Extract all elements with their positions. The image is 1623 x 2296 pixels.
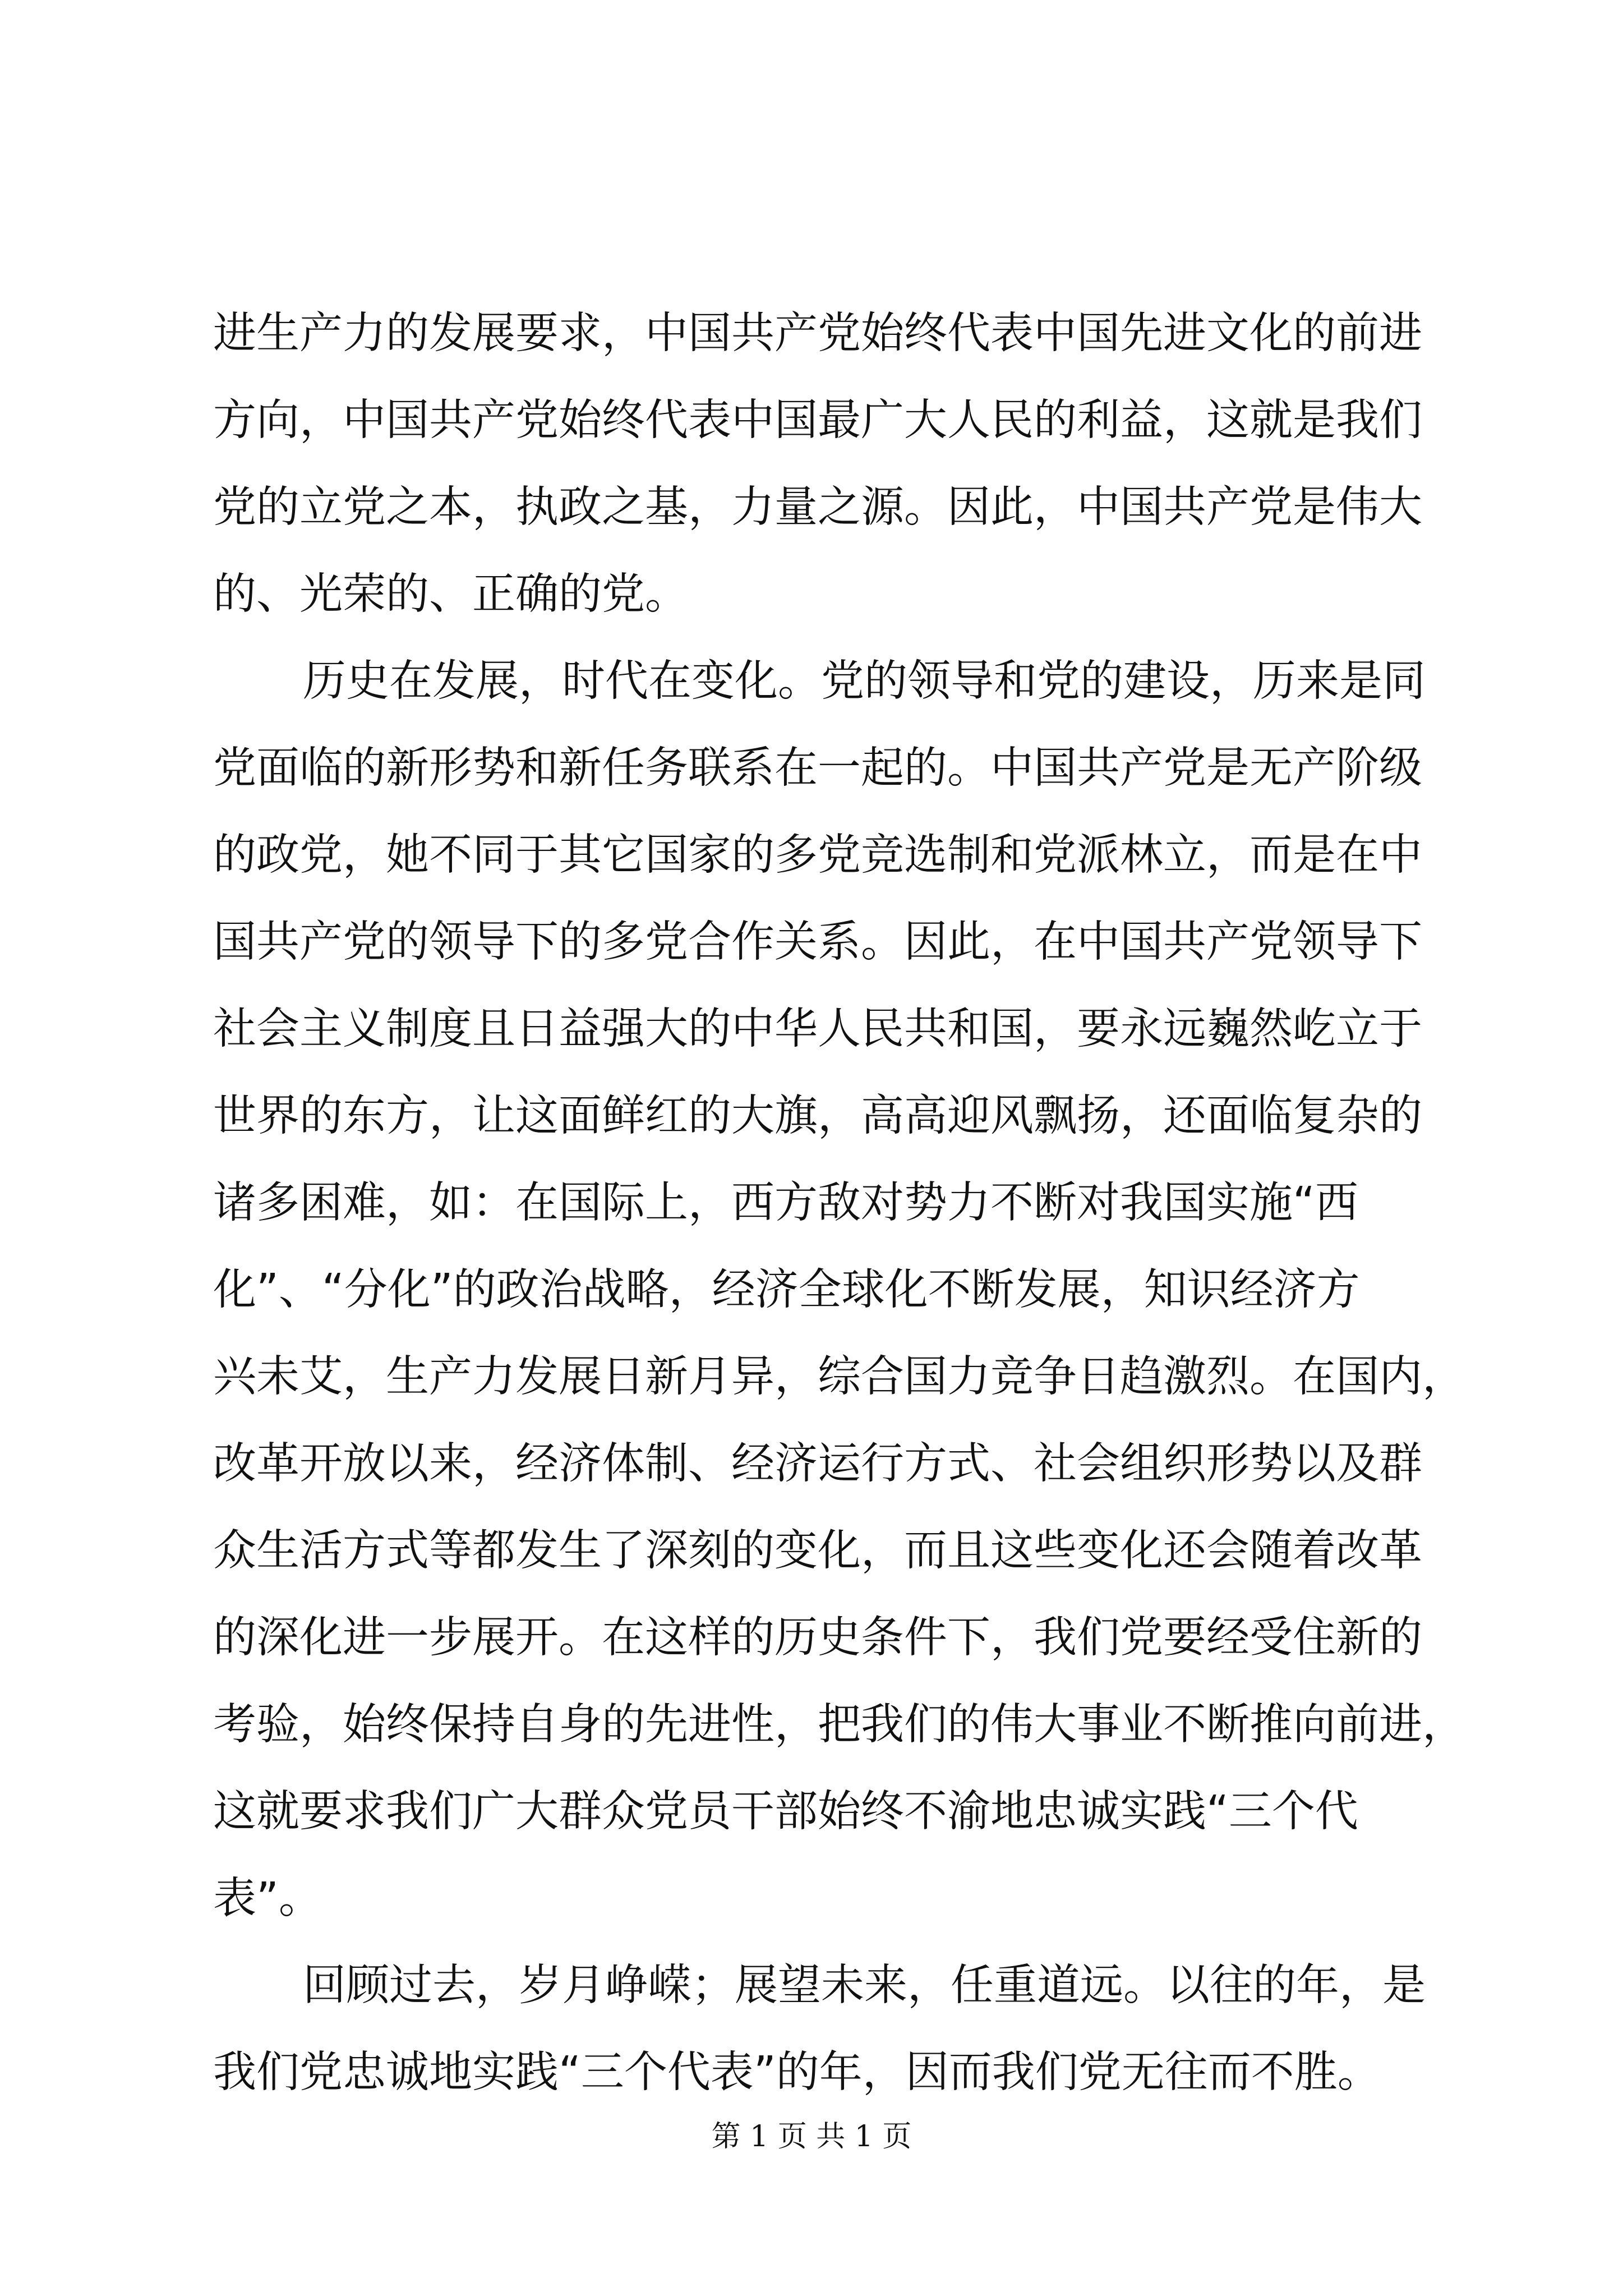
text-line: 世界的东方，让这面鲜红的大旗，高高迎风飘扬，还面临复杂的 — [213, 1091, 1422, 1141]
text-line: 考验，始终保持自身的先进性，把我们的伟大事业不断推向前进， — [213, 1700, 1465, 1750]
text-line: 进生产力的发展要求，中国共产党始终代表中国先进文化的前进 — [213, 309, 1422, 358]
text-line: 兴未艾，生产力发展日新月异，综合国力竞争日趋激烈。在国内， — [213, 1352, 1465, 1402]
text-line: 方向，中国共产党始终代表中国最广大人民的利益，这就是我们 — [213, 395, 1422, 445]
text-line: 的政党，她不同于其它国家的多党竞选制和党派林立，而是在中 — [213, 830, 1422, 880]
text-line: 化”、“分化”的政治战略，经济全球化不断发展，知识经济方 — [213, 1265, 1360, 1315]
text-line: 党的立党之本，执政之基，力量之源。因此，中国共产党是伟大 — [213, 482, 1422, 532]
text-line: 国共产党的领导下的多党合作关系。因此，在中国共产党领导下 — [213, 917, 1422, 967]
text-line: 我们党忠诚地实践“三个代表”的年，因而我们党无往而不胜。 — [213, 2047, 1381, 2097]
paragraph-first-line: 回顾过去，岁月峥嵘；展望未来，任重道远。以往的年，是 — [303, 1961, 1426, 2010]
text-line: 表”。 — [213, 1874, 322, 1924]
page-footer: 第 1 页 共 1 页 — [711, 2120, 912, 2154]
text-line: 诸多困难，如：在国际上，西方敌对势力不断对我国实施“西 — [213, 1178, 1358, 1228]
text-line: 众生活方式等都发生了深刻的变化，而且这些变化还会随着改革 — [213, 1526, 1422, 1576]
text-line: 社会主义制度且日益强大的中华人民共和国，要永远巍然屹立于 — [213, 1004, 1422, 1054]
text-line: 的深化进一步展开。在这样的历史条件下，我们党要经受住新的 — [213, 1613, 1422, 1663]
text-line: 改革开放以来，经济体制、经济运行方式、社会组织形势以及群 — [213, 1439, 1422, 1489]
text-line: 这就要求我们广大群众党员干部始终不渝地忠诚实践“三个代 — [213, 1787, 1358, 1837]
paragraph-first-line: 历史在发展，时代在变化。党的领导和党的建设，历来是同 — [303, 656, 1426, 706]
text-line: 党面临的新形势和新任务联系在一起的。中国共产党是无产阶级 — [213, 743, 1422, 793]
text-line: 的、光荣的、正确的党。 — [213, 569, 688, 619]
